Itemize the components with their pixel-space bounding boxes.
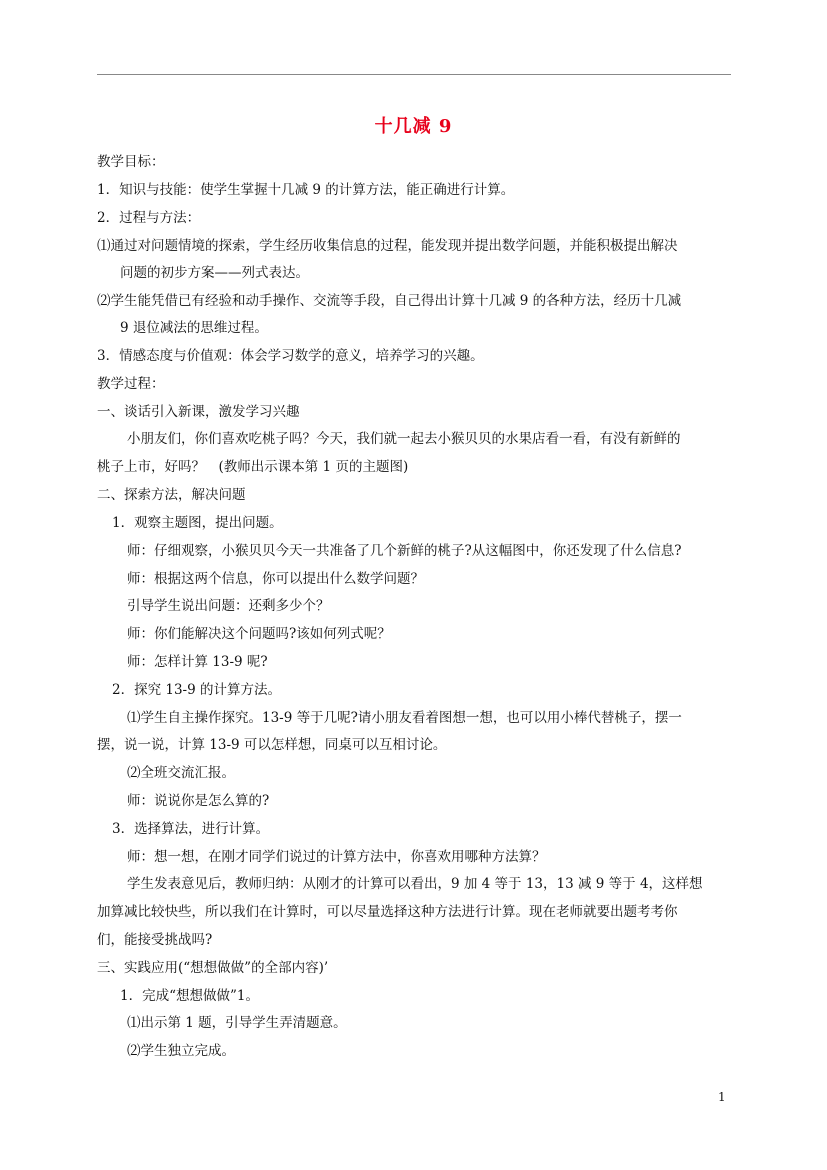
text-line: 3．选择算法，进行计算。 [112,821,270,837]
header-rule [97,74,731,75]
text-line: 问题的初步方案——列式表达。 [120,265,309,281]
text-line: 师：怎样计算 13-9 呢? [127,654,268,670]
section-heading: 三、实践应用(“想想做做”的全部内容)’ [97,960,329,976]
page-number: 1 [718,1090,726,1104]
text-line: 师：说说你是怎么算的? [127,793,270,809]
text-line: 1．知识与技能：使学生掌握十几减 9 的计算方法，能正确进行计算。 [97,182,515,198]
text-line: 师：你们能解决这个问题吗?该如何列式呢？ [127,626,391,642]
text-line: 9 退位减法的思维过程。 [120,320,268,336]
text-line: 教学目标： [97,154,165,170]
text-line: ⑴出示第 1 题，引导学生弄清题意。 [127,1015,347,1031]
text-line: 小朋友们，你们喜欢吃桃子吗？今天，我们就一起去小猴贝贝的水果店看一看，有没有新鲜的 [127,431,681,447]
text-line: 教学过程： [97,376,165,392]
text-line: ⑴通过对问题情境的探索，学生经历收集信息的过程，能发现并提出数学问题，并能积极提出解决 [97,238,678,254]
text-line: ⑵学生独立完成。 [127,1043,235,1059]
section-heading: 一、谈话引入新课，激发学习兴趣 [97,404,300,420]
text-line: 学生发表意见后，教师归纳：从刚才的计算可以看出，9 加 4 等于 13，13 减 9 等于 4，这样想 [127,876,703,892]
text-line: 桃子上市，好吗？ (教师出示课本第 1 页的主题图) [97,459,409,475]
text-line: ⑴学生自主操作探究。13-9 等于几呢?请小朋友看着图想一想，也可以用小棒代替桃子，摆一 [127,710,682,726]
text-line: 摆，说一说，计算 13-9 可以怎样想，同桌可以互相讨论。 [97,737,447,753]
text-line: 3．情感态度与价值观：体会学习数学的意义，培养学习的兴趣。 [97,348,484,364]
text-line: 师：仔细观察，小猴贝贝今天一共准备了几个新鲜的桃子?从这幅图中，你还发现了什么信息? [127,543,682,559]
text-line: 加算减比较快些，所以我们在计算时，可以尽量选择这种方法进行计算。现在老师就要出题考考你 [97,904,678,920]
text-line: ⑵学生能凭借已有经验和动手操作、交流等手段，自己得出计算十几减 9 的各种方法，经历十几减 [97,293,682,309]
text-line: 2．探究 13-9 的计算方法。 [112,682,282,698]
text-line: 1．完成“想想做做”1。 [120,988,259,1004]
text-line: 引导学生说出问题：还剩多少个？ [127,598,330,614]
document-title: 十几减 9 [374,116,453,137]
text-line: 1．观察主题图，提出问题。 [112,515,283,531]
text-line: 师：想一想，在刚才同学们说过的计算方法中，你喜欢用哪种方法算？ [127,849,546,865]
text-line: ⑵全班交流汇报。 [127,765,235,781]
text-line: 师：根据这两个信息，你可以提出什么数学问题？ [127,571,424,587]
text-line: 们，能接受挑战吗? [97,932,213,948]
text-line: 2．过程与方法： [97,210,201,226]
section-heading: 二、探索方法，解决问题 [97,487,246,503]
